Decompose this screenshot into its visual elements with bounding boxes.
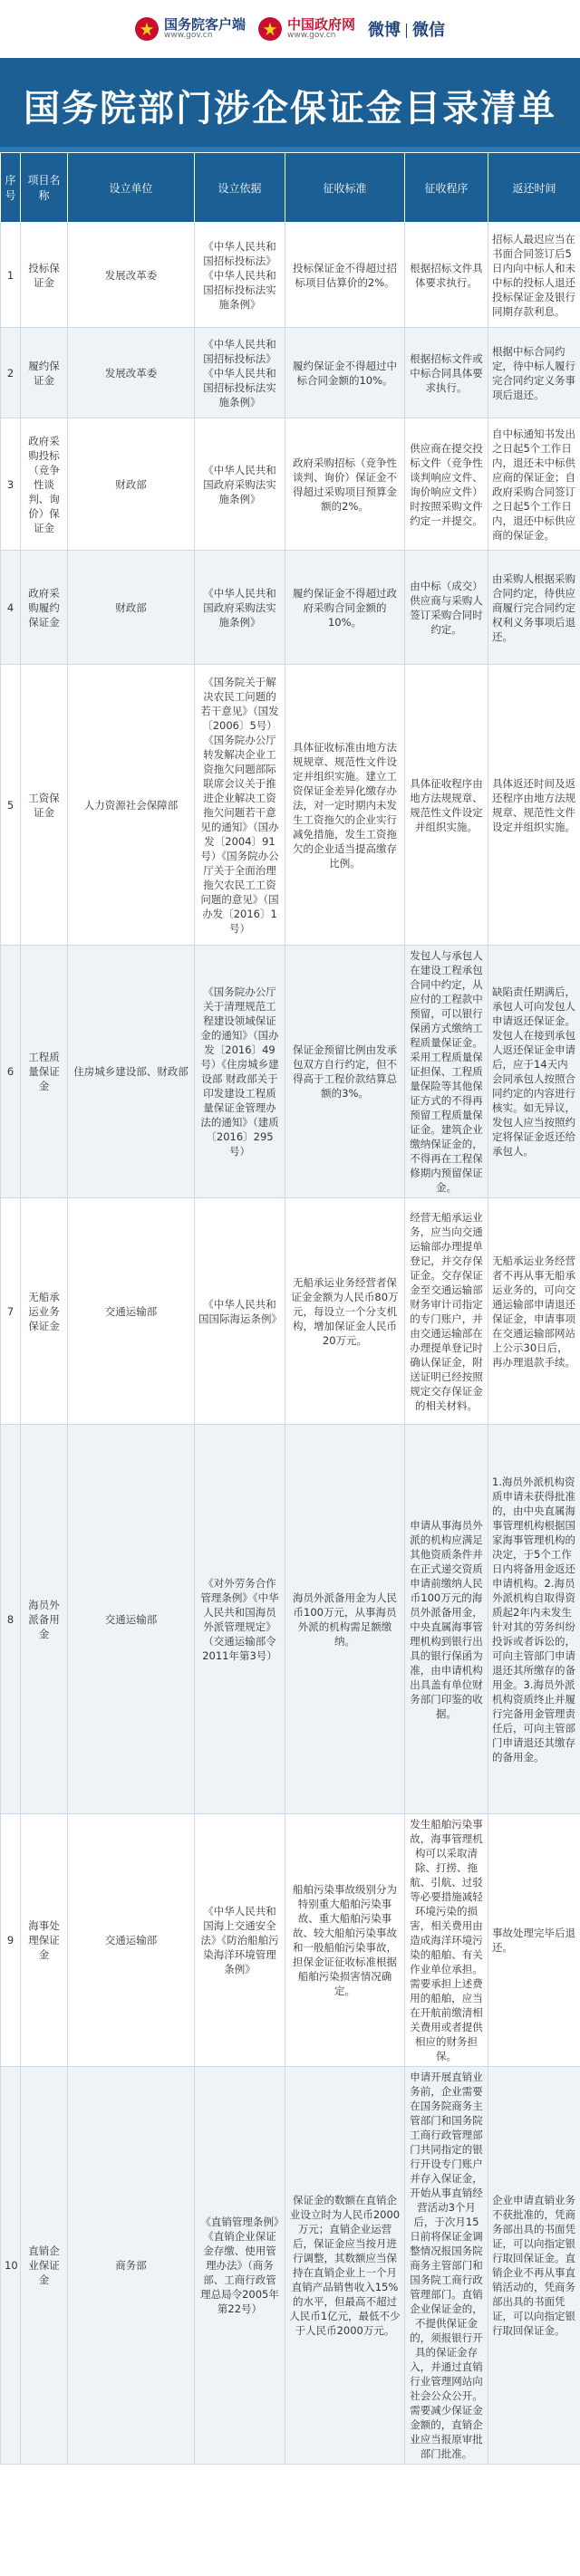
row-standard: 具体征收标准由地方法规规章、规范性文件设定并组织实施。建立工资保证金差异化缴存办法，对一定时期内未发生工资拖欠的企业实行减免措施，发生工资拖欠的企业适当提高缴存比例。 bbox=[285, 665, 405, 946]
row-basis: 《国务院办公厅关于清理规范工程建设领域保证金的通知》（国办发〔2016〕49号）《住房城乡建设部 财政部关于印发建设工程质量保证金管理办法的通知》（建质〔2016〕295号） bbox=[195, 946, 285, 1198]
row-basis: 《中华人民共和国招标投标法》《中华人民共和国招标投标法实施条例》 bbox=[195, 328, 285, 418]
deposit-catalog-table bbox=[0, 152, 580, 2465]
row-procedure: 根据招标文件或中标合同具体要求执行。 bbox=[405, 328, 488, 418]
col-header-unit: 设立单位 bbox=[68, 153, 195, 223]
title-banner bbox=[0, 58, 580, 152]
row-item-name: 履约保证金 bbox=[21, 328, 68, 418]
row-return-time: 招标人最迟应当在书面合同签订后5日内向中标人和未中标的投标人退还投标保证金及银行同期存款利息。 bbox=[488, 223, 580, 328]
row-procedure: 发包人与承包人在建设工程承包合同中约定，从应付的工程款中预留，可以银行保函方式缴纳工程质量保证金。采用工程质量保证担保、工程质量保险等其他保证方式的不得再预留工程质量保证金。建筑企业缴纳保证金的，不得再在工程保修期内预留保证金。 bbox=[405, 946, 488, 1198]
page-title: 国务院部门涉企保证金目录清单 bbox=[24, 87, 556, 130]
row-item-name: 投标保证金 bbox=[21, 223, 68, 328]
table-row bbox=[1, 418, 580, 551]
weixin-link[interactable]: 微信 bbox=[412, 21, 446, 40]
row-unit: 人力资源社会保障部 bbox=[68, 665, 195, 946]
brand-url: www.gov.cn bbox=[287, 31, 336, 41]
table-row bbox=[1, 328, 580, 418]
row-basis: 《中华人民共和国国际海运条例》 bbox=[195, 1198, 285, 1425]
row-return-time: 自中标通知书发出之日起5个工作日内，退还未中标供应商的保证金；自政府采购合同签订之日起5个工作日内，退还中标供应商的保证金。 bbox=[488, 418, 580, 551]
row-procedure: 发生船舶污染事故，海事管理机构可以采取清除、打捞、拖航、引航、过驳等必要措施减轻环境污染的损害，相关费用由造成海洋环境污染的船舶、有关作业单位承担。需要承担上述费用的船舶，应当在开航前缴清相关费用或者提供相应的财务担保。 bbox=[405, 1814, 488, 2067]
row-procedure: 申请开展直销业务前，企业需要在国务院商务主管部门和国务院工商行政管理部门共同指定的银行开设专门账户并存入保证金，开始从事直销经营活动3个月后，于次月15日前将保证金调整情况报国务院商务主管部门和国务院工商行政管理部门。直销企业保证金的，不提供保证金的，须报银行开具的保证金存入，并通过直销行业管理网站向社会公众公开。需要减少保证金金额的，直销企业应当报原审批部门批准。 bbox=[405, 2067, 488, 2465]
row-standard: 履约保证金不得超过政府采购合同金额的10%。 bbox=[285, 551, 405, 665]
row-procedure: 具体征收程序由地方法规规章、规范性文件设定并组织实施。 bbox=[405, 665, 488, 946]
row-return-time: 具体返还时间及返还程序由地方法规规章、规范性文件设定并组织实施。 bbox=[488, 665, 580, 946]
gov-site-brand[interactable] bbox=[258, 17, 355, 41]
row-number: 6 bbox=[1, 946, 21, 1198]
brand-name: 国务院客户端 bbox=[163, 15, 246, 33]
row-item-name: 无船承运业务保证金 bbox=[21, 1198, 68, 1425]
row-basis: 《中华人民共和国招标投标法》《中华人民共和国招标投标法实施条例》 bbox=[195, 223, 285, 328]
row-basis: 《直销管理条例》《直销企业保证金存缴、使用管理办法》（商务部、工商行政管理总局令2005年第22号） bbox=[195, 2067, 285, 2465]
row-item-name: 政府采购投标（竞争性谈判、询价）保证金 bbox=[21, 418, 68, 551]
weibo-link[interactable]: 微博 bbox=[368, 21, 401, 40]
row-procedure: 经营无船承运业务，应当向交通运输部办理提单登记，并交存保证金。交存保证金至交通运输部财务审计司指定的专门账户，并由交通运输部在办理提单登记时确认保证金，附送证明已经按照规定交存保证金的相关材料。 bbox=[405, 1198, 488, 1425]
row-standard: 政府采购招标（竞争性谈判、询价）保证金不得超过采购项目预算金额的2%。 bbox=[285, 418, 405, 551]
row-unit: 财政部 bbox=[68, 418, 195, 551]
row-return-time: 事故处理完毕后退还。 bbox=[488, 1814, 580, 2067]
social-links bbox=[368, 17, 445, 41]
row-number: 3 bbox=[1, 418, 21, 551]
row-unit: 发展改革委 bbox=[68, 328, 195, 418]
row-procedure: 申请从事海员外派的机构应满足其他资质条件并在正式递交资质申请前缴纳人民币100万元的海员外派备用金，中央直属海事管理机构到银行出具的银行保函为准，由申请机构出具盖有单位财务部门印鉴的收据。 bbox=[405, 1425, 488, 1814]
col-header-return: 返还时间 bbox=[488, 153, 580, 223]
col-header-no: 序号 bbox=[1, 153, 21, 223]
row-standard: 投标保证金不得超过招标项目估算价的2%。 bbox=[285, 223, 405, 328]
row-item-name: 海员外派备用金 bbox=[21, 1425, 68, 1814]
col-header-standard: 征收标准 bbox=[285, 153, 405, 223]
row-item-name: 政府采购履约保证金 bbox=[21, 551, 68, 665]
table-row bbox=[1, 665, 580, 946]
row-number: 4 bbox=[1, 551, 21, 665]
row-number: 2 bbox=[1, 328, 21, 418]
row-standard: 履约保证金不得超过中标合同金额的10%。 bbox=[285, 328, 405, 418]
row-unit: 财政部 bbox=[68, 551, 195, 665]
row-unit: 交通运输部 bbox=[68, 1814, 195, 2067]
row-standard: 保证金的数额在直销企业设立时为人民币2000万元；直销企业运营后，保证金应当按月进行调整，其数额应当保持在直销企业上一个月直销产品销售收入15%的水平，但最高不超过人民币1亿元，最低不少于人民币2000万元。 bbox=[285, 2067, 405, 2465]
row-unit: 商务部 bbox=[68, 2067, 195, 2465]
row-standard: 船舶污染事故级别分为特别重大船舶污染事故、重大船舶污染事故、较大船舶污染事故和一般船舶污染事故，担保金证征收标准根据船舶污染损害情况确定。 bbox=[285, 1814, 405, 2067]
row-return-time: 1.海员外派机构资质申请未获得批准的，由中央直属海事管理机构根据国家海事管理机构的决定，于5个工作日内将备用金返还申请机构。2.海员外派机构自取得资质起2年内未发生针对其的劳务纠纷投诉或者诉讼的，可向主管部门申请退还其所缴存的备用金。3.海员外派机构资质终止并履行完备用金管理责任后，可向主管部门申请退还其缴存的备用金。 bbox=[488, 1425, 580, 1814]
row-number: 8 bbox=[1, 1425, 21, 1814]
col-header-name: 项目名称 bbox=[21, 153, 68, 223]
table-row bbox=[1, 1425, 580, 1814]
row-unit: 住房城乡建设部、财政部 bbox=[68, 946, 195, 1198]
col-header-procedure: 征收程序 bbox=[405, 153, 488, 223]
row-basis: 《对外劳务合作管理条例》《中华人民共和国海员外派管理规定》（交通运输部令2011年第3号） bbox=[195, 1425, 285, 1814]
row-return-time: 根据中标合同约定，待中标人履行完合同约定义务事项后退还。 bbox=[488, 328, 580, 418]
row-procedure: 由中标（成交）供应商与采购人签订采购合同时约定。 bbox=[405, 551, 488, 665]
row-return-time: 无船承运业务经营者不再从事无船承运业务的，可向交通运输部申请退还保证金，申请事项在交通运输部网站上公示30日后，再办理退款手续。 bbox=[488, 1198, 580, 1425]
table-row bbox=[1, 1814, 580, 2067]
row-procedure: 根据招标文件具体要求执行。 bbox=[405, 223, 488, 328]
table-row bbox=[1, 223, 580, 328]
table-row bbox=[1, 946, 580, 1198]
top-header bbox=[0, 0, 580, 58]
national-emblem-icon bbox=[258, 17, 282, 41]
table-row bbox=[1, 1198, 580, 1425]
row-basis: 《中华人民共和国政府采购法实施条例》 bbox=[195, 418, 285, 551]
row-item-name: 工程质量保证金 bbox=[21, 946, 68, 1198]
row-number: 9 bbox=[1, 1814, 21, 2067]
row-number: 10 bbox=[1, 2067, 21, 2465]
table-row bbox=[1, 551, 580, 665]
row-return-time: 企业申请直销业务不获批准的，凭商务部出具的书面凭证，可以向指定银行取回保证金。直销企业不再从事直销活动的，凭商务部出具的书面凭证，可以向指定银行取回保证金。 bbox=[488, 2067, 580, 2465]
row-number: 5 bbox=[1, 665, 21, 946]
brand-url: www.gov.cn bbox=[163, 31, 213, 41]
row-unit: 发展改革委 bbox=[68, 223, 195, 328]
row-unit: 交通运输部 bbox=[68, 1198, 195, 1425]
row-return-time: 缺陷责任期满后，承包人可向发包人申请返还保证金。发包人在接到承包人返还保证金申请后，应于14天内会同承包人按照合同约定的内容进行核实。如无异议，发包人应当按照约定将保证金返还给承包人。 bbox=[488, 946, 580, 1198]
divider bbox=[406, 24, 407, 38]
row-item-name: 海事处理保证金 bbox=[21, 1814, 68, 2067]
row-basis: 《中华人民共和国政府采购法实施条例》 bbox=[195, 551, 285, 665]
col-header-basis: 设立依据 bbox=[195, 153, 285, 223]
national-emblem-icon bbox=[135, 17, 159, 41]
row-standard: 保证金预留比例由发承包双方自行约定，但不得高于工程价款结算总额的3%。 bbox=[285, 946, 405, 1198]
row-standard: 无船承运业务经营者保证金金额为人民币80万元，每设立一个分支机构，增加保证金人民币20万元。 bbox=[285, 1198, 405, 1425]
row-number: 1 bbox=[1, 223, 21, 328]
row-item-name: 直销企业保证金 bbox=[21, 2067, 68, 2465]
table-row bbox=[1, 2067, 580, 2465]
gov-app-brand[interactable] bbox=[135, 17, 246, 41]
row-basis: 《中华人民共和国海上交通安全法》《防治船舶污染海洋环境管理条例》 bbox=[195, 1814, 285, 2067]
row-return-time: 由采购人根据采购合同约定，待供应商履行完合同约定权利义务事项后退还。 bbox=[488, 551, 580, 665]
brand-name: 中国政府网 bbox=[287, 15, 356, 33]
row-number: 7 bbox=[1, 1198, 21, 1425]
row-basis: 《国务院关于解决农民工问题的若干意见》（国发〔2006〕5号）《国务院办公厅转发解决企业工资拖欠问题部际联席会议关于推进企业解决工资拖欠问题若干意见的通知》（国办发〔2004〕91号）《国务院办公厅关于全面治理拖欠农民工工资问题的意见》（国办发〔2016〕1号） bbox=[195, 665, 285, 946]
row-standard: 海员外派备用金为人民币100万元，从事海员外派的机构需足额缴纳。 bbox=[285, 1425, 405, 1814]
row-item-name: 工资保证金 bbox=[21, 665, 68, 946]
row-unit: 交通运输部 bbox=[68, 1425, 195, 1814]
table-header-row bbox=[1, 153, 580, 223]
row-procedure: 供应商在提交投标文件（竞争性谈判响应文件、询价响应文件）时按照采购文件约定一并提交。 bbox=[405, 418, 488, 551]
